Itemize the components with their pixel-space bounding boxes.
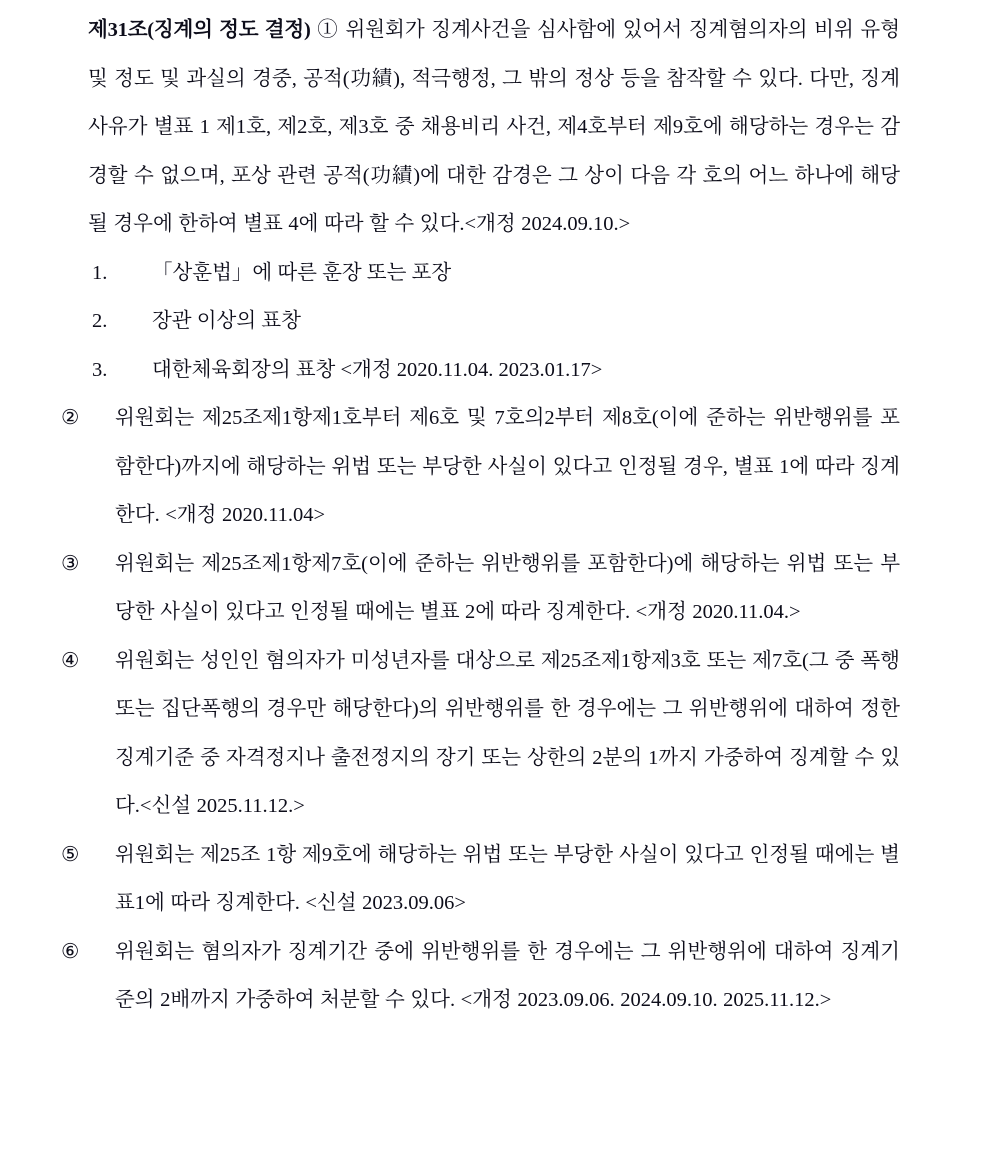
paragraph-1-marker: ① <box>317 19 339 41</box>
article-title: 제31조(징계의 정도 결정) <box>88 19 311 41</box>
paragraph-3 <box>61 540 900 637</box>
paragraph-5-text: 위원회는 제25조 1항 제9호에 해당하는 위법 또는 부당한 사실이 있다고 인정될 때에는 별표1에 따라 징계한다. <신설 2023.09.06> <box>115 843 900 914</box>
paragraph-4-text: 위원회는 성인인 혐의자가 미성년자를 대상으로 제25조제1항제3호 또는 제7호(그 중 폭행 또는 집단폭행의 경우만 해당한다)의 위반행위를 한 경우에는 그 위반행위에 대하여 정한 징계기준 중 자격정지나 출전정지의 장기 또는 상한의 2분의 1까지 가중하여 징계할 수 있다.<신설 2025.11.12.> <box>115 649 900 817</box>
list-item <box>88 249 900 298</box>
paragraph-6-marker: ⑥ <box>61 940 80 963</box>
paragraph-2-text: 위원회는 제25조제1항제1호부터 제6호 및 7호의2부터 제8호(이에 준하는 위반행위를 포함한다)까지에 해당하는 위법 또는 부당한 사실이 있다고 인정될 경우, 별표 1에 따라 징계한다. <개정 2020.11.04> <box>115 407 900 526</box>
list-item-number: 2. <box>92 310 108 332</box>
list-item-number: 3. <box>92 358 108 381</box>
paragraph-6 <box>61 928 900 1025</box>
list-item-number: 1. <box>92 261 108 284</box>
list-item <box>88 297 900 346</box>
paragraph-4-marker: ④ <box>61 649 80 672</box>
list-item-label: 장관 이상의 표창 <box>152 310 301 332</box>
paragraph-5-marker: ⑤ <box>61 843 80 866</box>
paragraph-1-text: 위원회가 징계사건을 심사함에 있어서 징계혐의자의 비위 유형 및 정도 및 과실의 경중, 공적(功績), 적극행정, 그 밖의 정상 등을 참작할 수 있다. 다만, 징계 사유가 별표 1 제1호, 제2호, 제3호 중 채용비리 사건, 제4호부터 제9호에 해당하는 경우는 감경할 수 없으며, 포상 관련 공적(功績)에 대한 감경은 그 상이 다음 각 호의 어느 하나에 해당될 경우에 한하여 별표 4에 따라 할 수 있다.<개정 2024.09.10.> <box>88 19 900 235</box>
paragraph-3-marker: ③ <box>61 552 80 575</box>
paragraph-4 <box>61 637 900 831</box>
paragraph-6-text: 위원회는 혐의자가 징계기간 중에 위반행위를 한 경우에는 그 위반행위에 대하여 징계기준의 2배까지 가중하여 처분할 수 있다. <개정 2023.09.06. 2024.09.10. 2025.11.12.> <box>115 940 900 1011</box>
paragraph-1 <box>88 6 900 249</box>
list-item-label: 「상훈법」에 따른 훈장 또는 포장 <box>152 261 452 284</box>
list-item <box>88 346 900 395</box>
list-item-label: 대한체육회장의 표창 <개정 2020.11.04. 2023.01.17> <box>152 358 603 381</box>
paragraph-5 <box>61 831 900 928</box>
article-block <box>61 6 900 1025</box>
sub-item-list <box>88 249 900 395</box>
paragraph-3-text: 위원회는 제25조제1항제7호(이에 준하는 위반행위를 포함한다)에 해당하는 위법 또는 부당한 사실이 있다고 인정될 때에는 별표 2에 따라 징계한다. <개정 2020.11.04.> <box>115 552 900 623</box>
paragraph-2 <box>61 394 900 540</box>
paragraph-2-marker: ② <box>61 407 80 429</box>
